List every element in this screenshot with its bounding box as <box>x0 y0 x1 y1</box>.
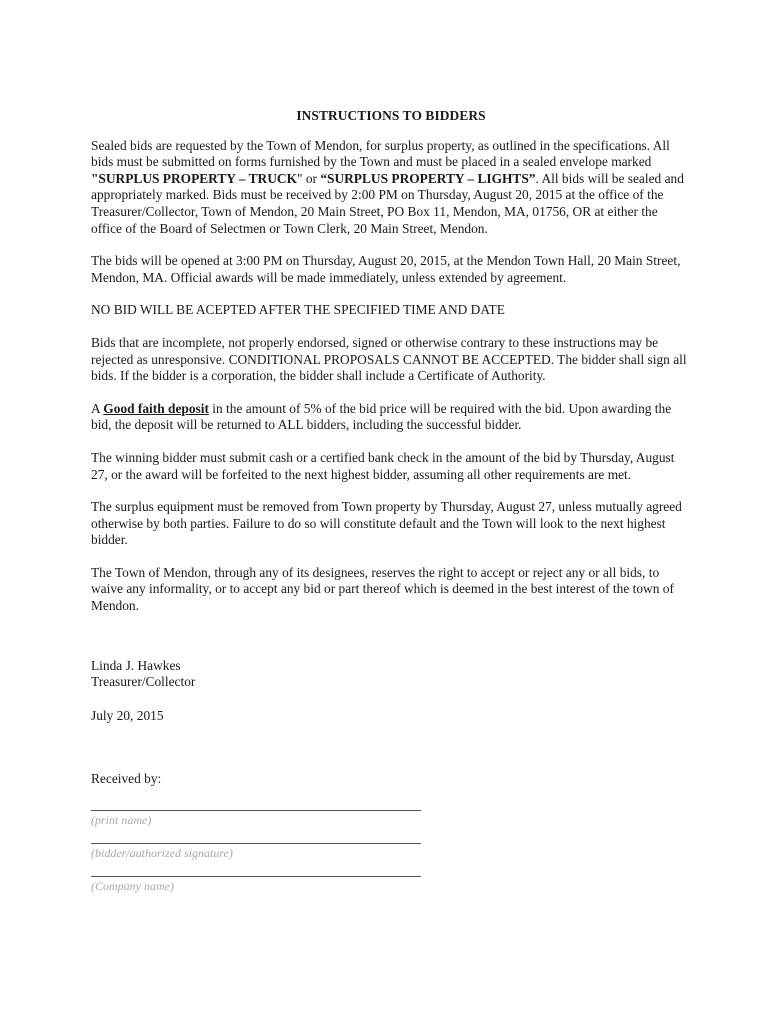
document-title: INSTRUCTIONS TO BIDDERS <box>296 108 486 123</box>
p5-text-c: in the amount of 5% of the bid price will be required with the bid. Upon awarding the bid, the deposit will be returned to ALL bidders, including the successful bidder. <box>91 400 672 433</box>
p1-text-c: " or <box>297 170 321 186</box>
p1-text-a: Sealed bids are requested by the Town of Mendon, for surplus property, as outlined in the specifications. All bids must be submitted on forms furnished by the Town and must be placed in a sealed envelope marked <box>91 137 670 170</box>
p1-lights-label: “SURPLUS PROPERTY – LIGHTS” <box>320 170 536 186</box>
received-by-label: Received by: <box>91 771 162 787</box>
print-name-field[interactable] <box>91 810 421 843</box>
signer-role: Treasurer/Collector <box>91 674 196 690</box>
company-name-field[interactable] <box>91 876 421 909</box>
paragraph-sealed-bids <box>91 138 691 238</box>
signer-name: Linda J. Hawkes <box>91 657 181 673</box>
p1-text-d: . All bids will be sealed and appropriately marked. Bids must be received by 2:00 PM on Thursday, August 20, 2015 at the office of the Treasurer/Collector, Town of Mendon, 20 Main Street, PO Box 11, Mendon, MA, 01756, OR at either the office of the Board of Selectmen or Town Clerk, 20 Main Street, Mendon. <box>91 170 684 236</box>
signature-caption: (bidder/authorized signature) <box>91 846 233 861</box>
document-page <box>91 108 691 909</box>
paragraph-bid-opening: The bids will be opened at 3:00 PM on Thursday, August 20, 2015, at the Mendon Town Hall, 20 Main Street, Mendon, MA. Official awards will be made immediately, unless extended by agreement. <box>91 253 681 285</box>
paragraph-equipment-removal: The surplus equipment must be removed from Town property by Thursday, August 27, unless mutually agreed otherwise by both parties. Failure to do so will constitute default and the Town will look to the next highest bidder. <box>91 499 682 548</box>
paragraph-incomplete-bids: Bids that are incomplete, not properly endorsed, signed or otherwise contrary to these instructions may be rejected as unresponsive. CONDITIONAL PROPOSALS CANNOT BE ACCEPTED. The bidder shall sign all bids. If the bidder is a corporation, the bidder shall include a Certificate of Authority. <box>91 334 687 384</box>
p5-text-a: A <box>91 400 104 416</box>
signature-block <box>91 658 691 725</box>
paragraph-deadline-notice: NO BID WILL BE ACEPTED AFTER THE SPECIFIED TIME AND DATE <box>91 302 505 318</box>
p1-truck-label: "SURPLUS PROPERTY – TRUCK <box>91 170 297 186</box>
paragraph-good-faith-deposit <box>91 401 691 434</box>
paragraph-winning-bidder: The winning bidder must submit cash or a certified bank check in the amount of the bid by Thursday, August 27, or the award will be forfeited to the next highest bidder, assuming all other requirements are met. <box>91 449 675 482</box>
signature-field[interactable] <box>91 843 421 876</box>
p5-deposit-label: Good faith deposit <box>103 400 209 416</box>
print-name-caption: (print name) <box>91 813 152 828</box>
signer-date: July 20, 2015 <box>91 707 164 723</box>
paragraph-rights-reserved: The Town of Mendon, through any of its designees, reserves the right to accept or reject any or all bids, to waive any informality, or to accept any bid or part thereof which is deemed in the best interest of the town of Mendon. <box>91 564 674 614</box>
company-name-caption: (Company name) <box>91 879 174 894</box>
